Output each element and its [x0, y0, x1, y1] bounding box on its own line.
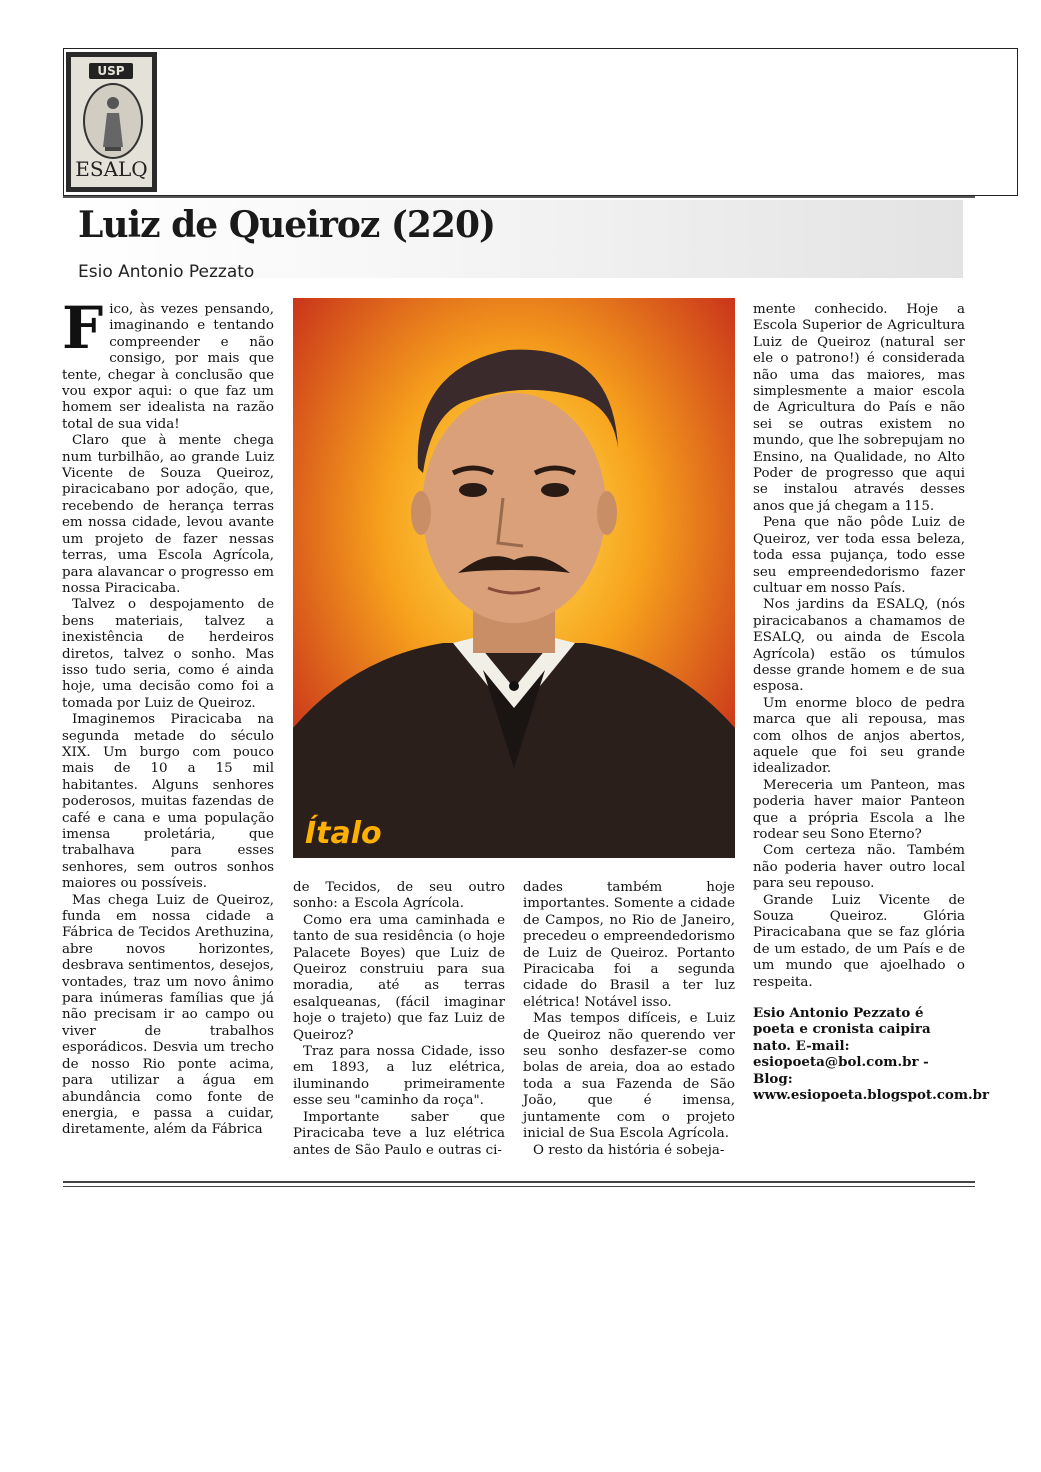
paragraph: Como era uma caminhada e tanto de sua residência (o hoje Palacete Boyes) que Luiz de Queiroz construiu para sua moradia, até as terras esalqueanas, (fácil imaginar hoje o trajeto) que faz Luiz de Queiroz? — [293, 912, 505, 1043]
paragraph: Traz para nossa Cidade, isso em 1893, a luz elétrica, iluminando primeiramente esse seu "caminho da roça". — [293, 1044, 505, 1109]
paragraph: Mas chega Luiz de Queiroz, funda em nossa cidade a Fábrica de Tecidos Arethuzina, abre novos horizontes, desbrava sentimentos, desejos, vontades, traz um novo ânimo para inúmeras famílias que já não precisam ir ao campo ou viver de trabalhos esporádicos. Desvia um trecho de nosso Rio ponte acima, para utilizar a água em abundância como fonte de energia, e passa a cuidar, diretamente, além da Fábrica — [62, 892, 274, 1138]
paragraph: mente conhecido. Hoje a Escola Superior de Agricultura Luiz de Queiroz (natural ser ele o patrono!) é considerada não uma das maiores, mas simplesmente a maior escola de Agricultura do País e não sei se outras existem no mundo, que lhe sobrepujam no Ensino, na Qualidade, no Alto Poder de progresso que aqui se instalou através desses anos que já chegam a 115. — [753, 302, 965, 514]
logo-inner — [71, 57, 152, 187]
paragraph: Talvez o despojamento de bens materiais, talvez a inexistência de herdeiros diretos, talvez o sonho. Mas isso tudo seria, como é ainda hoje, uma decisão como foi a tomada por Luiz de Queiroz. — [62, 597, 274, 711]
logo-seal-icon — [83, 83, 143, 159]
header-rule — [63, 196, 975, 198]
paragraph: Um enorme bloco de pedra marca que ali repousa, mas com olhos de anjos abertos, aquele que foi seu grande idealizador. — [753, 695, 965, 777]
paragraph: Grande Luiz Vicente de Souza Queiroz. Glória Piracicabana que se faz glória de um estado, de um País e de um mundo que ajoelhado o respeita. — [753, 892, 965, 990]
drop-cap: F — [62, 294, 104, 362]
article-title: Luiz de Queiroz (220) — [78, 204, 496, 246]
logo-usp-text: USP — [89, 63, 133, 79]
article-column-2 — [293, 880, 505, 1159]
illustration-signature: Ítalo — [305, 816, 382, 851]
article-byline: Esio Antonio Pezzato — [78, 262, 255, 282]
header-box — [63, 48, 1018, 196]
paragraph: dades também hoje importantes. Somente a cidade de Campos, no Rio de Janeiro, precedeu o empreendedorismo de Luiz de Queiroz. Portanto Piracicaba foi a segunda cidade do Brasil a ter luz elétrica! Notável isso. — [523, 880, 735, 1010]
esalq-logo — [66, 52, 157, 192]
bottom-rule — [63, 1181, 975, 1183]
paragraph: Mas tempos difíceis, e Luiz de Queiroz não querendo ver seu sonho desfazer-se como bolas de areia, doa ao estado toda a sua Fazenda de São João, que é imensa, juntamente com o projeto inicial de Sua Escola Agrícola. — [523, 1011, 735, 1142]
portrait-illustration — [293, 298, 735, 858]
paragraph: Com certeza não. Também não poderia haver outro local para seu repouso. — [753, 843, 965, 892]
logo-esalq-text: ESALQ — [75, 157, 148, 181]
article-column-1 — [62, 294, 274, 1139]
article-column-4 — [753, 302, 990, 1104]
paragraph: Nos jardins da ESALQ, (nós piracicabanos a chamamos de ESALQ, ou ainda de Escola Agrícola) estão os túmulos desse grande homem e de sua esposa. — [753, 597, 965, 695]
paragraph: Mereceria um Panteon, mas poderia haver maior Panteon que a própria Escola a lhe rodear seu Sono Eterno? — [753, 777, 965, 842]
paragraph: O resto da história é sobeja- — [533, 1142, 725, 1158]
paragraph: de Tecidos, de seu outro sonho: a Escola Agrícola. — [293, 880, 505, 912]
paragraph: Claro que à mente chega num turbilhão, ao grande Luiz Vicente de Souza Queiroz, piracicabano por adoção, que, recebendo de herança terras em nossa cidade, levou avante um projeto de fazer nessas terras, uma Escola Agrícola, para alavancar o progresso em nossa Piracicaba. — [62, 433, 274, 596]
bottom-rule — [63, 1186, 975, 1187]
article-column-3 — [523, 880, 735, 1159]
author-note: Esio Antonio Pezzato é poeta e cronista caipira nato. E-mail: esiopoeta@bol.com.br - Blog: www.esiopoeta.blogspot.com.br — [753, 1005, 990, 1104]
paragraph: Fico, às vezes pensando, imaginando e tentando compreender e não consigo, por mais que tente, chegar à conclusão que vou expor aqui: o que faz um homem ser idealista na razão total de sua vida! — [62, 294, 274, 432]
paragraph: Importante saber que Piracicaba teve a luz elétrica antes de São Paulo e outras ci- — [293, 1109, 505, 1158]
paragraph: Imaginemos Piracicaba na segunda metade do século XIX. Um burgo com pouco mais de 10 a 15 mil habitantes. Alguns senhores poderosos, muitas fazendas de café e cana e uma população imensa proletária, que trabalhava para esses senhores, sem outros sonhos maiores ou possíveis. — [62, 712, 274, 892]
paragraph: Pena que não pôde Luiz de Queiroz, ver toda essa beleza, toda essa pujança, todo esse seu empreendedorismo fazer cultuar em nosso País. — [753, 515, 965, 596]
